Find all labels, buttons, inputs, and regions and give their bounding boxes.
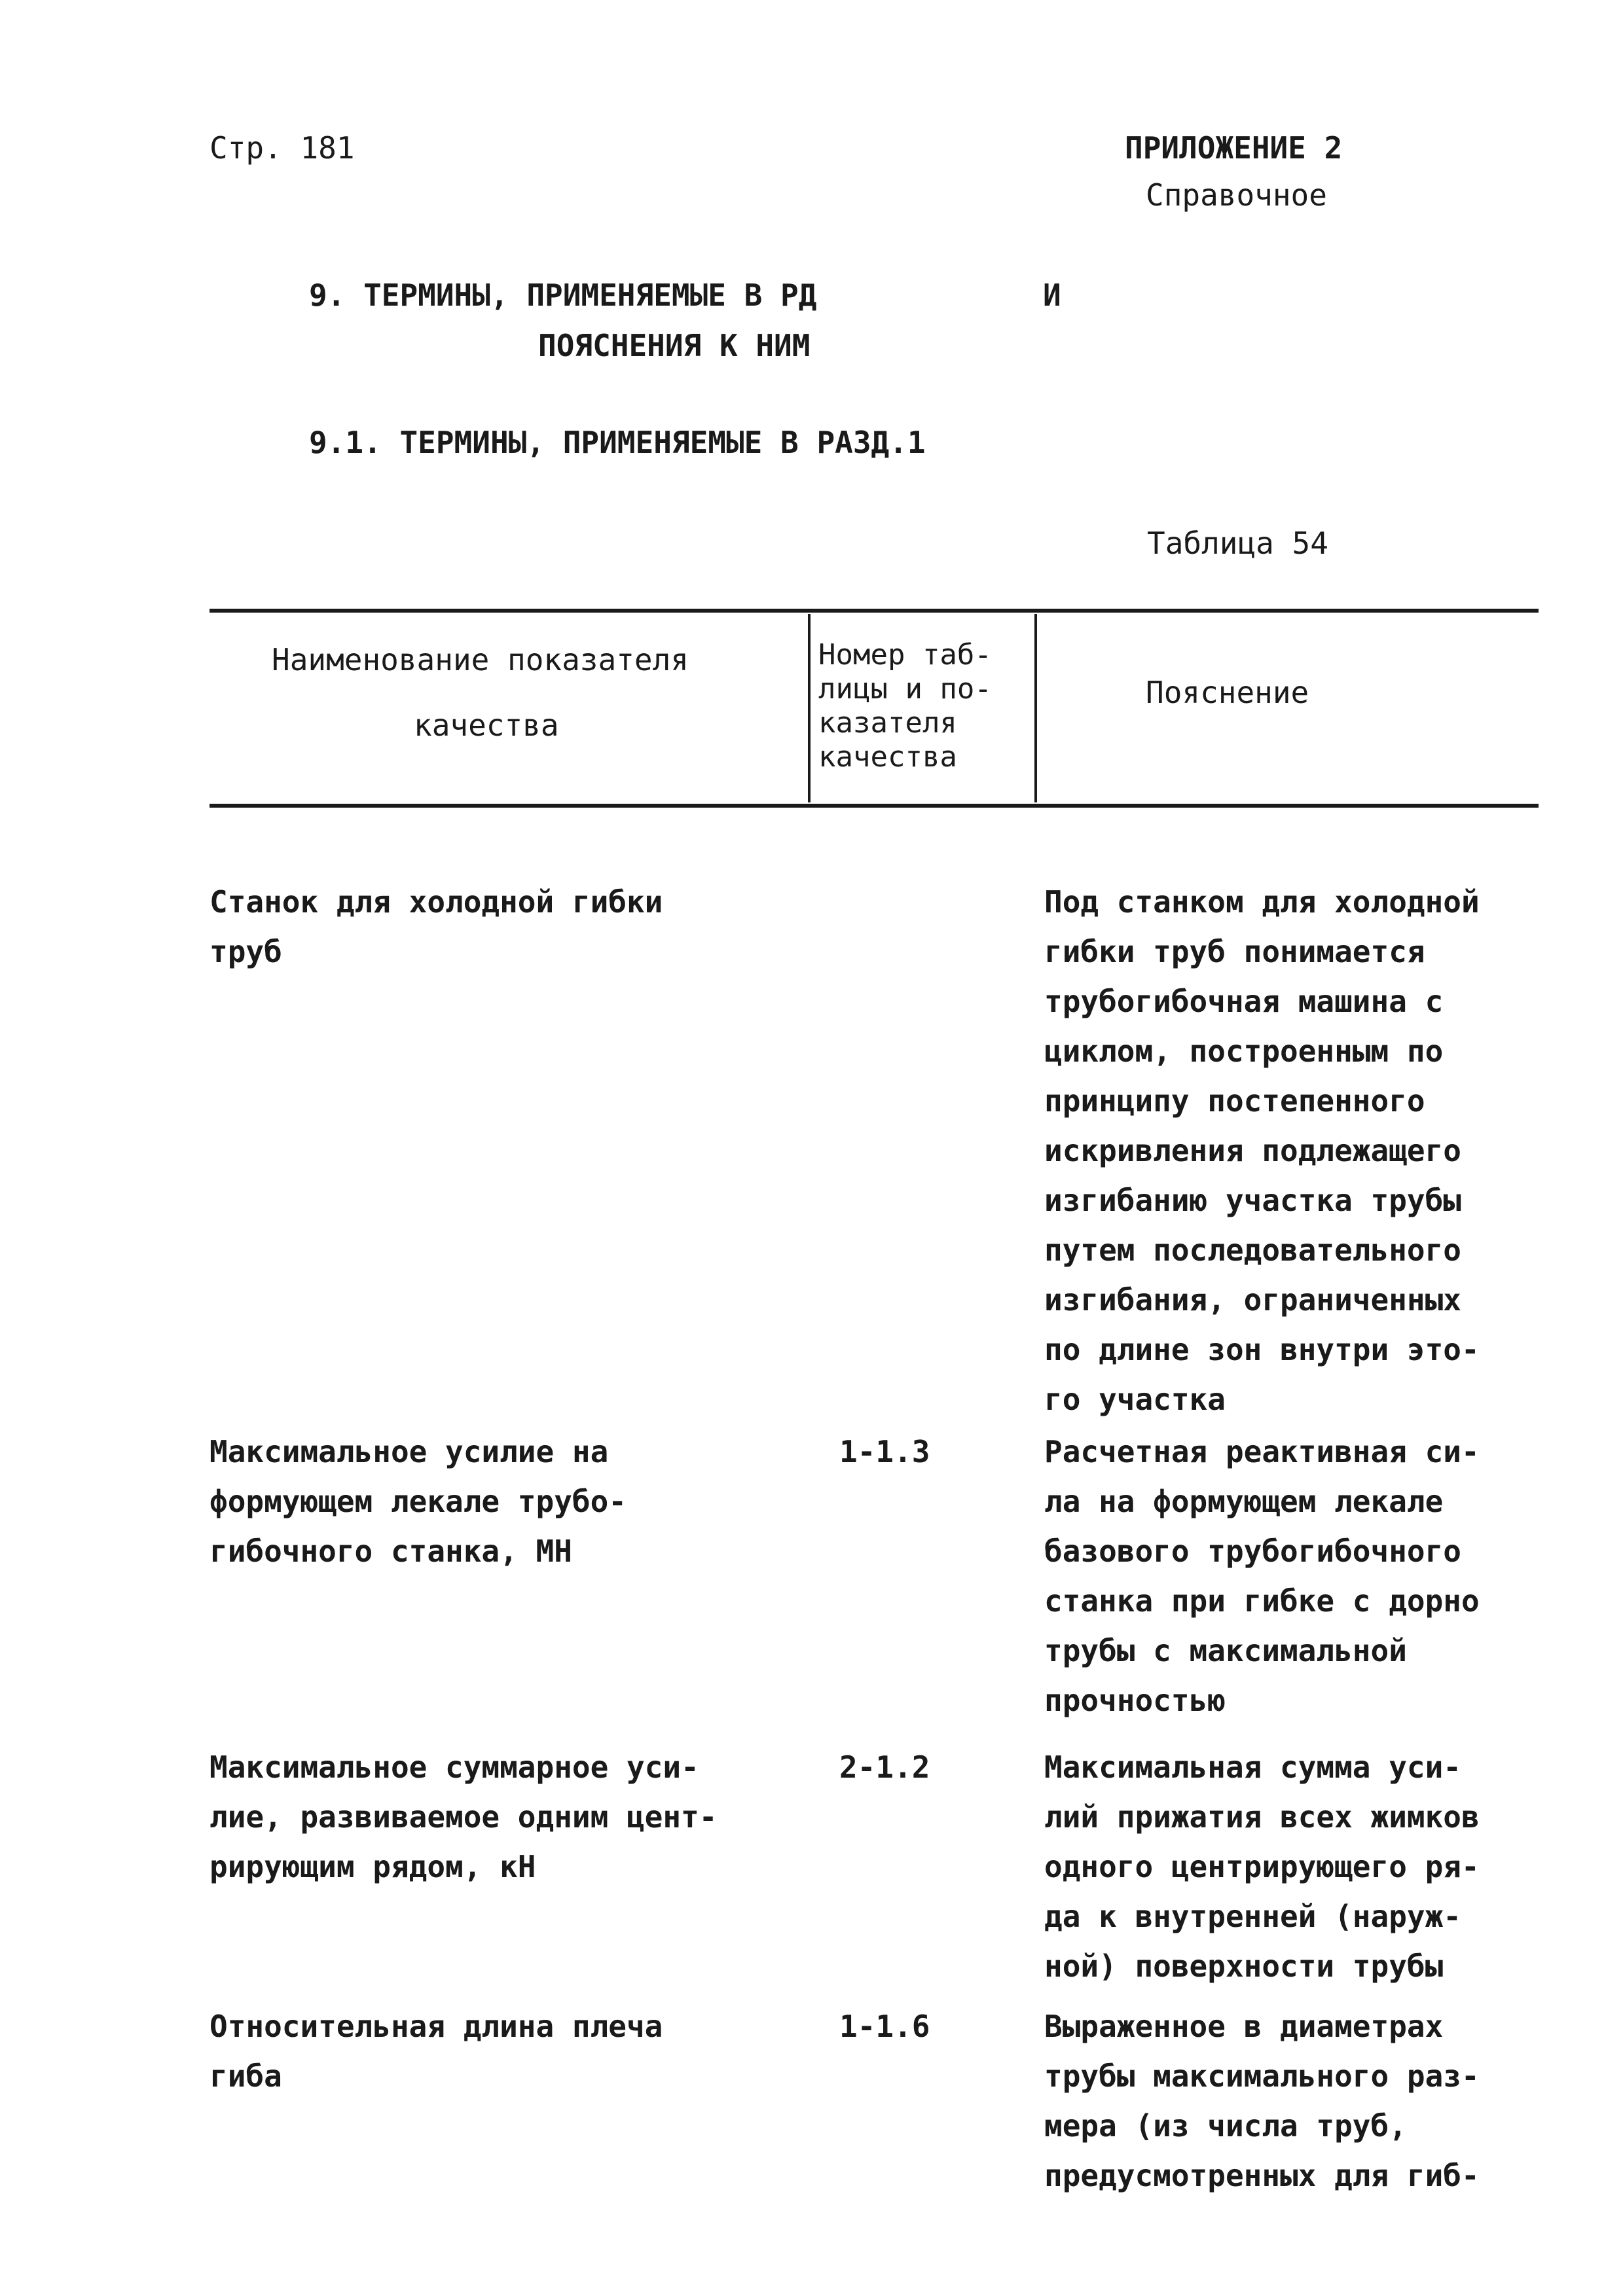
table-row-term: Относительная длина плеча гиба [210, 2009, 663, 2094]
header-name: Наименование показателя [272, 642, 689, 677]
header-column-separator [1034, 614, 1037, 802]
section-title-continued: ПОЯСНЕНИЯ К НИМ [538, 328, 811, 363]
header-explanation: Пояснение [1146, 675, 1309, 710]
table-row-number: 1-1.3 [839, 1434, 930, 1469]
table-header-bottom-rule [210, 804, 1539, 808]
table-row-term: Максимальное суммарное уси- лие, развиваемое одним цент- рирующим рядом, кН [210, 1749, 718, 1884]
header-number: Номер таб- лицы и по- казателя качества [818, 638, 992, 774]
table-row-term: Максимальное усилие на формующем лекале трубо- гибочного станка, МН [210, 1434, 627, 1569]
table-row-number: 1-1.6 [839, 2009, 930, 2044]
section-title-conjunction: И [1043, 278, 1061, 313]
table-row-explanation: Выраженное в диаметрах трубы максимального раз- мера (из числа труб, предусмотренных для гиб- [1044, 2009, 1480, 2193]
appendix-label: ПРИЛОЖЕНИЕ 2 [1125, 130, 1343, 166]
subsection-title: 9.1. ТЕРМИНЫ, ПРИМЕНЯЕМЫЕ В РАЗД.1 [309, 425, 926, 460]
section-title: 9. ТЕРМИНЫ, ПРИМЕНЯЕМЫЕ В РД [309, 278, 817, 313]
table-header-top-rule [210, 609, 1539, 613]
table-label: Таблица 54 [1147, 526, 1328, 561]
table-row-number: 2-1.2 [839, 1749, 930, 1785]
table-row-term: Станок для холодной гибки труб [210, 884, 663, 969]
table-row-explanation: Под станком для холодной гибки труб понимается трубогибочная машина с циклом, построенным по принципу постепенного искривления подлежащего изгибанию участка трубы путем последовательного изгибания, ограниченных по длине зон внутри это- го участка [1044, 884, 1480, 1417]
header-name-continued: качества [414, 708, 559, 743]
header-column-separator [808, 614, 811, 802]
appendix-type: Справочное [1146, 177, 1327, 213]
table-row-explanation: Максимальная сумма уси- лий прижатия всех жимков одного центрирующего ря- да к внутренней (наруж- ной) поверхности трубы [1044, 1749, 1480, 1984]
page-number: Стр. 181 [210, 130, 355, 166]
table-row-explanation: Расчетная реактивная си- ла на формующем лекале базового трубогибочного станка при гибке с дорно трубы с максимальной прочностью [1044, 1434, 1480, 1718]
